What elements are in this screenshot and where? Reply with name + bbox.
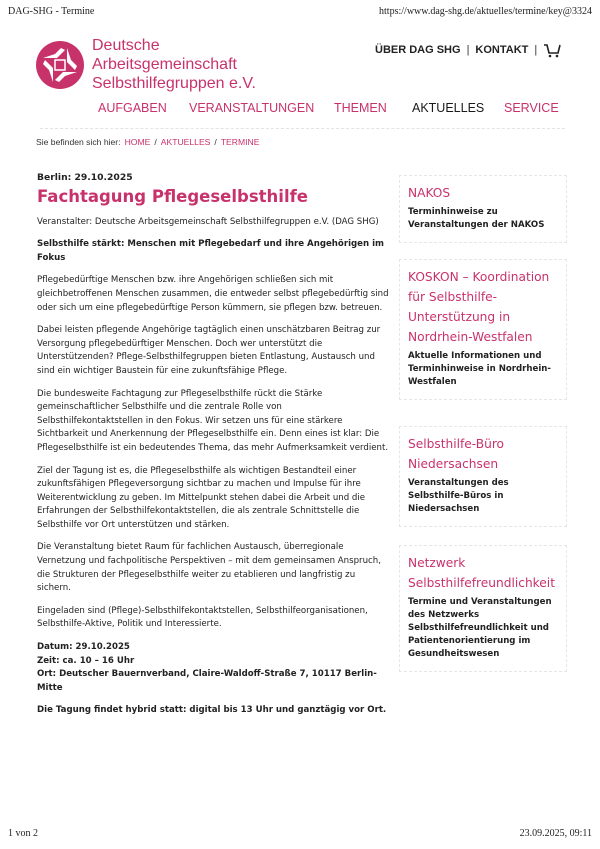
print-header-title: DAG-SHG - Termine [8, 6, 95, 17]
article-paragraph: Pflegebedürftige Menschen bzw. ihre Angehörigen schließen sich mit gleichbetroffenen Menschen zusammen, die entweder selbst pflegebedürftig sind oder sich um eine pflegebedürftige Person kümmern, sie pflegen bzw. betreuen. [37, 275, 389, 313]
sidebar-box-title[interactable]: Netzwerk Selbsthilfefreundlichkeit [408, 556, 555, 590]
breadcrumb-prefix: Sie befinden sich hier: [36, 137, 121, 147]
article-paragraph: Dabei leisten pflegende Angehörige tagtäglich einen unschätzbaren Beitrag zur Versorgung pflegebedürftiger Menschen. Doch wer unterstützt die Unterstützenden? Pflege-Selbsthilfegruppen bieten Entlastung, Austausch und sind ein wichtiger Baustein für eine zukunftsfähige Pflege. [37, 325, 381, 376]
sidebar-box-desc: Terminhinweise zu Veranstaltungen der NAKOS [408, 207, 545, 230]
separator: | [534, 44, 538, 56]
event-date: Datum: 29.10.2025 [37, 642, 130, 653]
article-title: Fachtagung Pflegeselbsthilfe [37, 186, 308, 206]
sidebar-box-selbsthilfe-buero[interactable] [399, 426, 567, 527]
breadcrumb [36, 137, 259, 147]
brand-name[interactable] [92, 36, 256, 93]
nav-item-themen[interactable]: THEMEN [334, 101, 387, 115]
article-paragraph: Die bundesweite Fachtagung zur Pflegeselbsthilfe rückt die Stärke gemeinschaftlicher Selbsthilfe und die zentrale Rolle von Selbsthilfekontaktstellen in den Fokus. Wir setzen uns für eine stärkere Sichtbarkeit und Anerkennung der Pflegeselbsthilfe ein. Denn eines ist klar: Die Pflegeselbsthilfe ist ein bedeutendes Thema, das mehr Aufmerksamkeit verdient. [37, 388, 389, 453]
article-paragraph: Ziel der Tagung ist es, die Pflegeselbsthilfe als wichtigen Bestandteil einer zukunftsfähigen Pflegeversorgung sichtbar zu machen und Impulse für ihre Weiterentwicklung zu geben. Im Mittelpunkt stehen dabei die Arbeit und die Erfahrungen der Selbsthilfekontaktstellen, die als zentrale Schnittstelle die Selbsthilfe vor Ort unterstützen und stärken. [37, 465, 366, 530]
event-place: Ort: Deutscher Bauernverband, Claire-Waldoff-Straße 7, 10117 Berlin-Mitte [37, 669, 377, 693]
article [37, 171, 390, 727]
top-links [375, 42, 561, 58]
article-paragraph: Die Veranstaltung bietet Raum für fachlichen Austausch, überregionale Vernetzung und fachpolitische Perspektiven – mit dem gemeinsamen Anspruch, die Strukturen der Pflegeselbsthilfe weiter zu etablieren und langfristig zu sichern. [37, 542, 381, 594]
sidebar-box-netzwerk[interactable] [399, 545, 567, 672]
sidebar-box-title[interactable]: NAKOS [408, 186, 451, 200]
separator: | [466, 44, 470, 56]
print-footer-page: 1 von 2 [8, 828, 38, 839]
about-link[interactable]: ÜBER DAG SHG [375, 44, 461, 56]
contact-link[interactable]: KONTAKT [475, 44, 529, 56]
breadcrumb-separator: / [154, 137, 157, 147]
article-dateline: Berlin: 29.10.2025 [37, 172, 133, 183]
article-paragraph: Eingeladen sind (Pflege)-Selbsthilfekontaktstellen, Selbsthilfeorganisationen, Selbsthilfe-Aktive, Politik und Interessierte. [37, 605, 368, 630]
event-hybrid-note: Die Tagung findet hybrid statt: digital bis 13 Uhr und ganztägig vor Ort. [37, 705, 387, 716]
brand-line-2: Arbeitsgemeinschaft [92, 56, 237, 73]
sidebar-box-title[interactable]: Selbsthilfe-Büro Niedersachsen [408, 437, 505, 471]
hands-circle-logo-icon[interactable] [35, 40, 85, 90]
sidebar-box-desc: Veranstaltungen des Selbsthilfe-Büros in Niedersachsen [408, 478, 509, 514]
nav-item-aufgaben[interactable]: AUFGABEN [98, 101, 167, 115]
breadcrumb-home[interactable]: HOME [124, 137, 151, 147]
brand-line-3: Selbsthilfegruppen e.V. [92, 75, 256, 92]
breadcrumb-termine[interactable]: TERMINE [220, 137, 260, 147]
event-details [37, 641, 390, 695]
nav-item-veranstaltungen[interactable]: VERANSTALTUNGEN [189, 101, 315, 115]
sidebar-box-desc: Aktuelle Informationen und Terminhinweise in Nordrhein-Westfalen [408, 351, 551, 387]
sidebar-box-desc: Termine und Veranstaltungen des Netzwerks Selbsthilfefreundlichkeit und Patientenorientierung im Gesundheitswesen [408, 597, 552, 659]
cart-icon[interactable] [543, 42, 561, 58]
sidebar-box-koskon[interactable] [399, 259, 567, 400]
print-header-url: https://www.dag-shg.de/aktuelles/termine/key@3324 [379, 6, 592, 17]
nav-item-aktuelles[interactable]: AKTUELLES [412, 101, 485, 115]
article-organizer: Veranstalter: Deutsche Arbeitsgemeinschaft Selbsthilfegruppen e.V. (DAG SHG) [37, 216, 379, 227]
article-lead: Selbsthilfe stärkt: Menschen mit Pflegebedarf und ihre Angehörigen im Fokus [37, 239, 385, 263]
event-time: Zeit: ca. 10 – 16 Uhr [37, 655, 135, 666]
print-footer-datetime: 23.09.2025, 09:11 [519, 828, 592, 839]
nav-item-service[interactable]: SERVICE [504, 101, 559, 115]
main-nav [98, 101, 559, 115]
nav-divider [40, 128, 565, 129]
sidebar-box-title[interactable]: KOSKON – Koordination für Selbsthilfe-Unterstützung in Nordrhein-Westfalen [408, 270, 550, 344]
sidebar-box-nakos[interactable] [399, 175, 567, 243]
breadcrumb-separator: / [214, 137, 217, 147]
brand-line-1: Deutsche [92, 37, 160, 54]
breadcrumb-aktuelles[interactable]: AKTUELLES [160, 137, 211, 147]
